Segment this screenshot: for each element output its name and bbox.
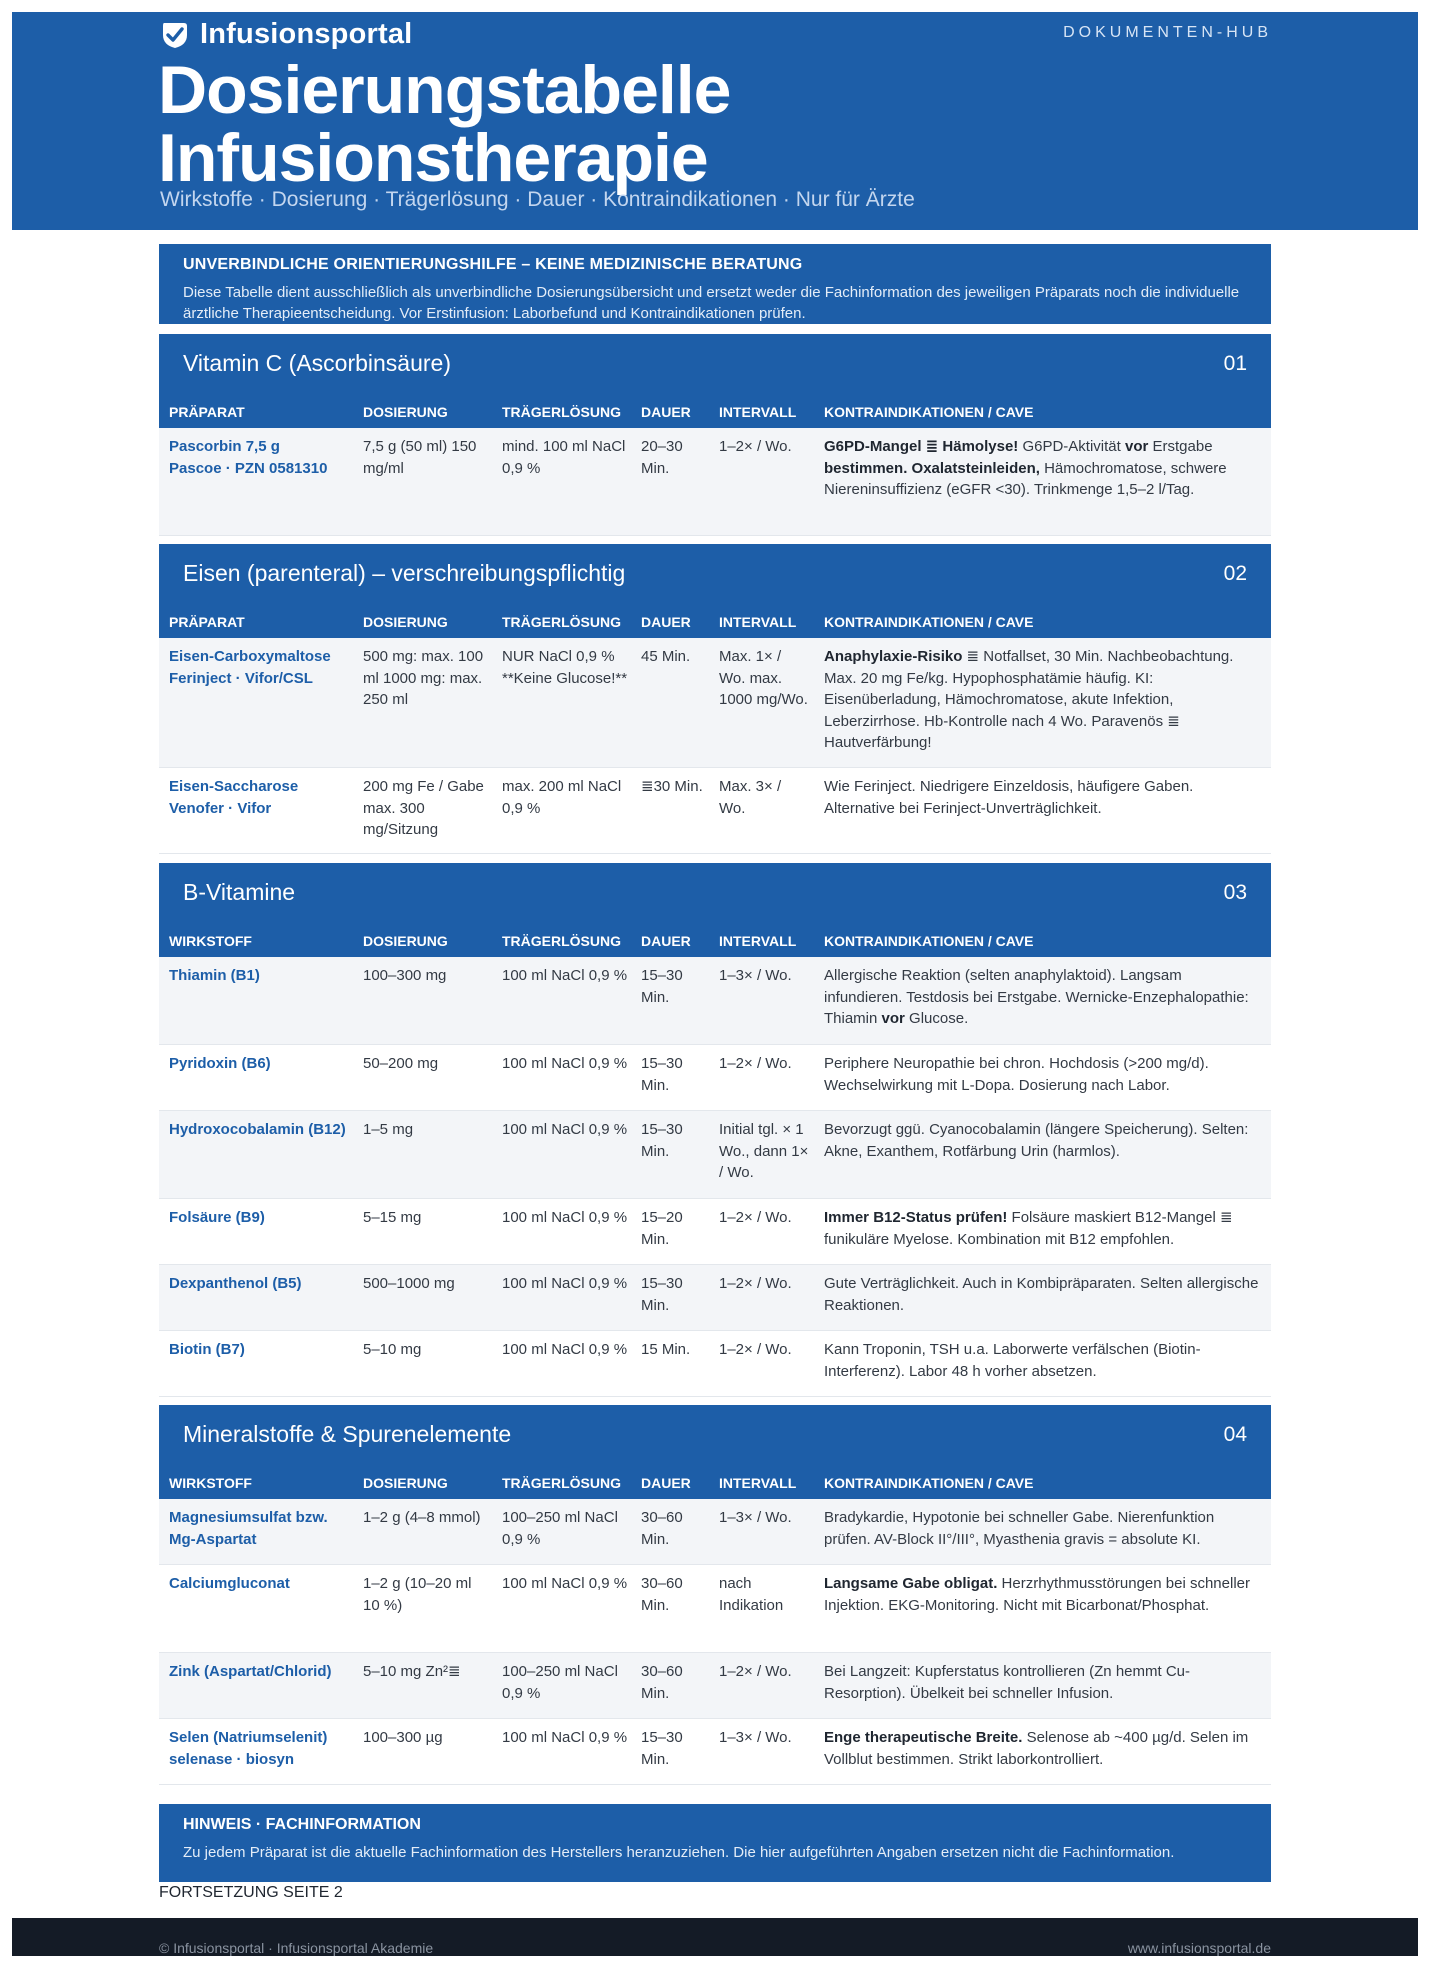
section-number: 03 bbox=[1223, 881, 1247, 904]
section-title: Eisen (parenteral) – verschreibungspflichtig bbox=[183, 560, 626, 586]
contraindications-cell: Gute Verträglichkeit. Auch in Kombipräparaten. Selten allergische Reaktionen. bbox=[824, 1275, 1259, 1314]
brand-name: Infusionsportal bbox=[200, 18, 413, 50]
column-header: DAUER bbox=[641, 933, 691, 949]
column-header: PRÄPARAT bbox=[169, 404, 245, 420]
contraindications-cell: Allergische Reaktion (selten anaphylaktoid). Langsam infundieren. Testdosis bei Erstgabe. Wernicke-Enzephalopathie: Thiamin vor Glucose. bbox=[824, 967, 1249, 1027]
duration-cell: 30–60 Min. bbox=[641, 1509, 683, 1548]
dosage-cell: 5–15 mg bbox=[363, 1209, 422, 1226]
table-row bbox=[159, 1199, 1271, 1265]
brand-logo[interactable] bbox=[160, 18, 412, 51]
dosage-cell: 50–200 mg bbox=[363, 1055, 439, 1072]
table-row bbox=[159, 1045, 1271, 1111]
section-number: 04 bbox=[1223, 1423, 1247, 1446]
duration-cell: 45 Min. bbox=[641, 648, 691, 665]
contraindications-cell: Bei Langzeit: Kupferstatus kontrollieren (Zn hemmt Cu-Resorption). Übelkeit bei schneller Infusion. bbox=[824, 1663, 1190, 1702]
drug-name-cell: Pascorbin 7,5 g Pascoe · PZN 0581310 bbox=[169, 438, 328, 477]
dosage-cell: 7,5 g (50 ml) 150 mg/ml bbox=[363, 438, 477, 477]
drug-name-cell: Dexpanthenol (B5) bbox=[169, 1275, 302, 1292]
carrier-solution-cell: 100–250 ml NaCl 0,9 % bbox=[502, 1663, 618, 1702]
carrier-solution-cell: NUR NaCl 0,9 % **Keine Glucose!** bbox=[502, 648, 628, 687]
dosage-cell: 5–10 mg Zn²≣ bbox=[363, 1663, 461, 1680]
contraindications-cell: G6PD-Mangel ≣ Hämolyse! G6PD-Aktivität vor Erstgabe bestimmen. Oxalatsteinleiden, Hämochromatose, schwere Niereninsuffizienz (eGFR <30). Trinkmenge 1,5–2 l/Tag. bbox=[824, 438, 1227, 498]
interval-cell: 1–3× / Wo. bbox=[719, 1729, 792, 1746]
contraindications-cell: Periphere Neuropathie bei chron. Hochdosis (>200 mg/d). Wechselwirkung mit L-Dopa. Dosierung nach Labor. bbox=[824, 1055, 1209, 1094]
section-title: Vitamin C (Ascorbinsäure) bbox=[183, 350, 452, 376]
footer-copyright: © Infusionsportal · Infusionsportal Akademie bbox=[159, 1940, 434, 1956]
drug-name-cell: Biotin (B7) bbox=[169, 1341, 245, 1358]
column-header: TRÄGERLÖSUNG bbox=[502, 933, 621, 949]
section-title: B-Vitamine bbox=[183, 879, 296, 905]
duration-cell: 15–30 Min. bbox=[641, 1275, 683, 1314]
carrier-solution-cell: 100–250 ml NaCl 0,9 % bbox=[502, 1509, 618, 1548]
duration-cell: 30–60 Min. bbox=[641, 1575, 683, 1614]
drug-name-cell: Magnesiumsulfat bzw. Mg-Aspartat bbox=[169, 1509, 328, 1548]
disclaimer-box bbox=[159, 244, 1271, 324]
column-header: INTERVALL bbox=[719, 1475, 797, 1491]
page-subtitle: Wirkstoffe · Dosierung · Trägerlösung · Dauer · Kontraindikationen · Nur für Ärzte bbox=[160, 188, 915, 211]
interval-cell: 1–2× / Wo. bbox=[719, 1341, 792, 1358]
duration-cell: ≣30 Min. bbox=[641, 778, 703, 795]
interval-cell: 1–2× / Wo. bbox=[719, 438, 792, 455]
carrier-solution-cell: 100 ml NaCl 0,9 % bbox=[502, 1209, 628, 1226]
table-row bbox=[159, 1565, 1271, 1653]
section-04 bbox=[159, 1405, 1271, 1785]
column-header: DOSIERUNG bbox=[363, 1475, 448, 1491]
interval-cell: 1–3× / Wo. bbox=[719, 967, 792, 984]
table-row bbox=[159, 1653, 1271, 1719]
drug-name-cell: Selen (Natriumselenit) selenase · biosyn bbox=[169, 1729, 328, 1768]
footer-website-link[interactable]: www.infusionsportal.de bbox=[1127, 1940, 1271, 1956]
duration-cell: 30–60 Min. bbox=[641, 1663, 683, 1702]
section-number: 01 bbox=[1223, 352, 1247, 375]
section-title: Mineralstoffe & Spurenelemente bbox=[183, 1421, 512, 1447]
interval-cell: 1–2× / Wo. bbox=[719, 1209, 792, 1226]
duration-cell: 15 Min. bbox=[641, 1341, 691, 1358]
contraindications-cell: Bevorzugt ggü. Cyanocobalamin (längere Speicherung). Selten: Akne, Exanthem, Rotfärbung Urin (harmlos). bbox=[824, 1121, 1249, 1160]
duration-cell: 15–30 Min. bbox=[641, 967, 683, 1006]
column-header: KONTRAINDIKATIONEN / CAVE bbox=[824, 614, 1034, 630]
title-line-1: Dosierungstabelle bbox=[158, 52, 731, 128]
dosage-cell: 500–1000 mg bbox=[363, 1275, 455, 1292]
carrier-solution-cell: 100 ml NaCl 0,9 % bbox=[502, 1055, 628, 1072]
interval-cell: 1–2× / Wo. bbox=[719, 1663, 792, 1680]
column-header: PRÄPARAT bbox=[169, 614, 245, 630]
column-header: TRÄGERLÖSUNG bbox=[502, 614, 621, 630]
interval-cell: Max. 3× / Wo. bbox=[719, 778, 782, 817]
dosage-cell: 100–300 µg bbox=[363, 1729, 443, 1746]
column-header: DAUER bbox=[641, 1475, 691, 1491]
column-header: TRÄGERLÖSUNG bbox=[502, 1475, 621, 1491]
section-01 bbox=[159, 334, 1271, 536]
dosage-cell: 5–10 mg bbox=[363, 1341, 422, 1358]
drug-name-cell: Thiamin (B1) bbox=[169, 967, 260, 984]
table-row bbox=[159, 1499, 1271, 1565]
carrier-solution-cell: mind. 100 ml NaCl 0,9 % bbox=[502, 438, 626, 477]
column-header: WIRKSTOFF bbox=[169, 933, 252, 949]
drug-name-cell: Folsäure (B9) bbox=[169, 1209, 265, 1226]
page-header bbox=[12, 12, 1418, 230]
section-header bbox=[159, 1405, 1271, 1499]
drug-name-cell: Calciumgluconat bbox=[169, 1575, 290, 1592]
table-row bbox=[159, 957, 1271, 1045]
dosage-cell: 200 mg Fe / Gabe max. 300 mg/Sitzung bbox=[363, 778, 484, 838]
table-row bbox=[159, 768, 1271, 854]
table-row bbox=[159, 638, 1271, 768]
contraindications-cell: Langsame Gabe obligat. Herzrhythmusstörungen bei schneller Injektion. EKG-Monitoring. Nicht mit Bicarbonat/Phosphat. bbox=[824, 1575, 1250, 1614]
hint-title: HINWEIS · FACHINFORMATION bbox=[183, 1816, 421, 1833]
column-header: INTERVALL bbox=[719, 614, 797, 630]
hint-box bbox=[159, 1804, 1271, 1882]
column-header: DAUER bbox=[641, 614, 691, 630]
drug-name-cell: Zink (Aspartat/Chlorid) bbox=[169, 1663, 332, 1680]
section-header bbox=[159, 334, 1271, 428]
table-row bbox=[159, 428, 1271, 536]
disclaimer-title: UNVERBINDLICHE ORIENTIERUNGSHILFE – KEINE MEDIZINISCHE BERATUNG bbox=[183, 256, 803, 273]
interval-cell: 1–3× / Wo. bbox=[719, 1509, 792, 1526]
column-header: INTERVALL bbox=[719, 404, 797, 420]
table-row bbox=[159, 1265, 1271, 1331]
carrier-solution-cell: 100 ml NaCl 0,9 % bbox=[502, 1121, 628, 1138]
contraindications-cell: Enge therapeutische Breite. Selenose ab ~400 µg/d. Selen im Vollblut bestimmen. Strikt laborkontrolliert. bbox=[824, 1729, 1249, 1768]
contraindications-cell: Wie Ferinject. Niedrigere Einzeldosis, häufigere Gaben. Alternative bei Ferinject-Unverträglichkeit. bbox=[824, 778, 1194, 817]
drug-name-cell: Eisen-Carboxymaltose Ferinject · Vifor/CSL bbox=[169, 648, 331, 687]
table-row bbox=[159, 1331, 1271, 1397]
table-row bbox=[159, 1111, 1271, 1199]
continuation-note: FORTSETZUNG SEITE 2 bbox=[159, 1884, 343, 1901]
table-row bbox=[159, 1719, 1271, 1785]
column-header: DOSIERUNG bbox=[363, 614, 448, 630]
dosage-cell: 500 mg: max. 100 ml 1000 mg: max. 250 ml bbox=[363, 648, 484, 708]
interval-cell: Max. 1× / Wo. max. 1000 mg/Wo. bbox=[719, 648, 808, 708]
contraindications-cell: Bradykardie, Hypotonie bei schneller Gabe. Nierenfunktion prüfen. AV-Block II°/III°, Myasthenia gravis = absolute KI. bbox=[824, 1509, 1215, 1548]
page-footer bbox=[12, 1918, 1418, 1956]
column-header: KONTRAINDIKATIONEN / CAVE bbox=[824, 933, 1034, 949]
carrier-solution-cell: 100 ml NaCl 0,9 % bbox=[502, 1729, 628, 1746]
carrier-solution-cell: 100 ml NaCl 0,9 % bbox=[502, 967, 628, 984]
column-header: INTERVALL bbox=[719, 933, 797, 949]
contraindications-cell: Kann Troponin, TSH u.a. Laborwerte verfälschen (Biotin-Interferenz). Labor 48 h vorher absetzen. bbox=[824, 1341, 1201, 1380]
interval-cell: nach Indikation bbox=[719, 1575, 784, 1614]
drug-name-cell: Pyridoxin (B6) bbox=[169, 1055, 271, 1072]
interval-cell: 1–2× / Wo. bbox=[719, 1055, 792, 1072]
column-header: WIRKSTOFF bbox=[169, 1475, 252, 1491]
dosage-cell: 1–2 g (10–20 ml 10 %) bbox=[363, 1575, 472, 1614]
carrier-solution-cell: 100 ml NaCl 0,9 % bbox=[502, 1341, 628, 1358]
column-header: TRÄGERLÖSUNG bbox=[502, 404, 621, 420]
interval-cell: 1–2× / Wo. bbox=[719, 1275, 792, 1292]
duration-cell: 15–30 Min. bbox=[641, 1055, 683, 1094]
interval-cell: Initial tgl. × 1 Wo., dann 1× / Wo. bbox=[719, 1121, 809, 1181]
duration-cell: 20–30 Min. bbox=[641, 438, 683, 477]
dosage-cell: 100–300 mg bbox=[363, 967, 447, 984]
hint-text: Zu jedem Präparat ist die aktuelle Fachinformation des Herstellers heranzuziehen. Die hier aufgeführten Angaben ersetzen nicht die Fachinformation. bbox=[183, 1844, 1175, 1861]
section-number: 02 bbox=[1223, 562, 1247, 585]
column-header: KONTRAINDIKATIONEN / CAVE bbox=[824, 404, 1034, 420]
check-shield-icon bbox=[160, 20, 190, 50]
section-header bbox=[159, 544, 1271, 638]
dosage-cell: 1–5 mg bbox=[363, 1121, 414, 1138]
page-title bbox=[158, 52, 731, 196]
dosage-cell: 1–2 g (4–8 mmol) bbox=[363, 1509, 481, 1526]
duration-cell: 15–30 Min. bbox=[641, 1121, 683, 1160]
duration-cell: 15–30 Min. bbox=[641, 1729, 683, 1768]
column-header: DOSIERUNG bbox=[363, 404, 448, 420]
drug-name-cell: Eisen-Saccharose Venofer · Vifor bbox=[169, 778, 299, 817]
section-02 bbox=[159, 544, 1271, 854]
carrier-solution-cell: 100 ml NaCl 0,9 % bbox=[502, 1275, 628, 1292]
title-line-2: Infusionstherapie bbox=[158, 120, 708, 196]
carrier-solution-cell: 100 ml NaCl 0,9 % bbox=[502, 1575, 628, 1592]
column-header: DAUER bbox=[641, 404, 691, 420]
contraindications-cell: Anaphylaxie-Risiko ≣ Notfallset, 30 Min. Nachbeobachtung. Max. 20 mg Fe/kg. Hypophosphatämie häufig. KI: Eisenüberladung, Hämochromatose, akute Infektion, Leberzirrhose. Hb-Kontrolle nach 4 Wo. Paravenös ≣ Hautverfärbung! bbox=[824, 648, 1234, 751]
hub-label[interactable]: DOKUMENTEN-HUB bbox=[1063, 24, 1272, 41]
drug-name-cell: Hydroxocobalamin (B12) bbox=[169, 1121, 346, 1138]
contraindications-cell: Immer B12-Status prüfen! Folsäure maskiert B12-Mangel ≣ funikuläre Myelose. Kombination mit B12 empfohlen. bbox=[824, 1209, 1233, 1248]
carrier-solution-cell: max. 200 ml NaCl 0,9 % bbox=[502, 778, 622, 817]
section-header bbox=[159, 863, 1271, 957]
section-03 bbox=[159, 863, 1271, 1397]
disclaimer-text: Diese Tabelle dient ausschließlich als unverbindliche Dosierungsübersicht und ersetzt weder die Fachinformation des jeweiligen Präparats noch die individuelle ärztliche Therapieentscheidung. Vor Erstinfusion: Laborbefund und Kontraindikationen prüfen. bbox=[183, 284, 1240, 322]
column-header: KONTRAINDIKATIONEN / CAVE bbox=[824, 1475, 1034, 1491]
duration-cell: 15–20 Min. bbox=[641, 1209, 683, 1248]
column-header: DOSIERUNG bbox=[363, 933, 448, 949]
